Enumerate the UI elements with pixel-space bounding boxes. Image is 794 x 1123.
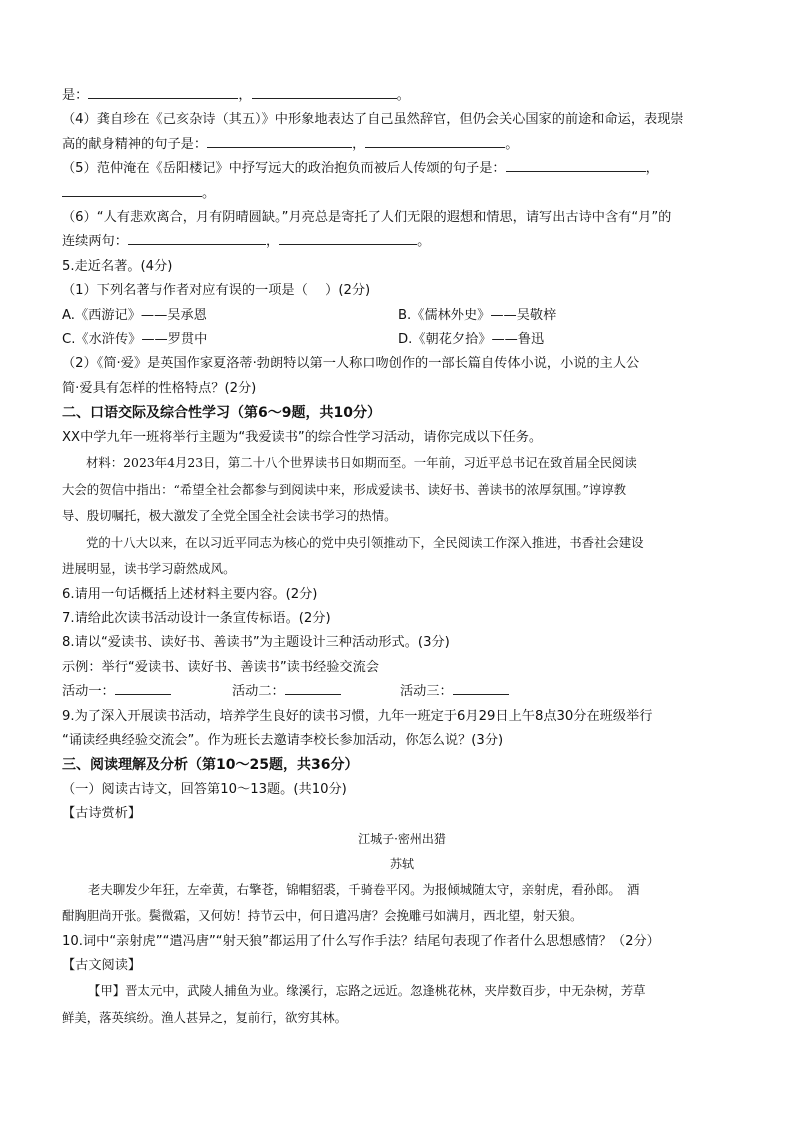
section-2-heading: 二、口语交际及综合性学习（第6～9题，共10分） — [62, 405, 381, 422]
material-line: 大会的贺信中指出：“希望全社会都参与到阅读中来，形成爱读书、读好书、善读书的浓厚氛围。”谆谆教 — [62, 481, 627, 497]
option-a[interactable]: A.《西游记》——吴承恩 — [62, 307, 207, 323]
classic-text-line: 鲜美，落英缤纷。渔人甚异之，复前行，欲穷其林。 — [62, 1009, 347, 1025]
answer-blank[interactable] — [506, 157, 646, 172]
activity-2: 活动二： — [232, 680, 341, 704]
question-9: 9.为了深入开展读书活动，培养学生良好的读书习惯，九年一班定于6月29日上午8点30分在班级举行 — [62, 708, 653, 724]
option-d[interactable]: D.《朝花夕拾》——鲁迅 — [398, 332, 545, 348]
answer-blank[interactable] — [285, 680, 341, 695]
question-8-example: 示例：举行“爱读书、读好书、善读书”读书经验交流会 — [62, 659, 379, 675]
question-6: 6.请用一句话概括上述材料主要内容。(2分) — [62, 586, 318, 602]
question-5: 5.走近名著。(4分) — [62, 258, 173, 274]
answer-blank[interactable] — [115, 680, 171, 695]
classic-tag: 【古文阅读】 — [62, 958, 142, 974]
answer-blank[interactable] — [453, 680, 509, 695]
answer-blank[interactable] — [88, 84, 238, 99]
question-5-2: （2）《简·爱》是英国作家夏洛蒂·勃朗特以第一人称口吻创作的一部长篇自传体小说，小说的主人公 — [62, 356, 640, 372]
question-4-5: （5）范仲淹在《岳阳楼记》中抒写远大的政治抱负而被后人传颂的句子是： ， — [62, 157, 742, 181]
answer-blank[interactable] — [252, 84, 397, 99]
material-line: 进展明显，读书学习蔚然成风。 — [62, 561, 236, 577]
answer-blank[interactable] — [207, 133, 352, 148]
options-row-ab — [62, 304, 742, 328]
section-3-part-1: （一）阅读古诗文，回答第10～13题。(共10分) — [62, 781, 347, 797]
option-b[interactable]: B.《儒林外史》——吴敬梓 — [398, 307, 557, 323]
poem-tag: 【古诗赏析】 — [62, 806, 142, 822]
option-c[interactable]: C.《水浒传》——罗贯中 — [62, 332, 208, 348]
poem-author: 苏轼 — [389, 856, 414, 871]
section-3-heading: 三、阅读理解及分析（第10～25题，共36分） — [62, 757, 359, 774]
question-4-4-cont: 高的献身精神的句子是： ， 。 — [62, 133, 742, 157]
poem-title: 江城子·密州出猎 — [358, 831, 446, 846]
answer-blank[interactable] — [128, 230, 266, 245]
poetry-answer-line-a: 是： ， 。 — [62, 84, 742, 108]
activity-3: 活动三： — [400, 680, 509, 704]
material-line: 导、殷切嘱托，极大激发了全党全国全社会读书学习的热情。 — [62, 508, 397, 524]
question-10: 10.词中“亲射虎”“遣冯唐”“射天狼”都运用了什么写作手法？结尾句表现了作者什么思想感情？（2分） — [62, 933, 660, 949]
activity-1: 活动一： — [62, 680, 171, 704]
options-row-cd — [62, 328, 742, 352]
question-4-6-cont: 连续两句： ， 。 — [62, 230, 742, 254]
classic-text-line: 【甲】晋太元中，武陵人捕鱼为业。缘溪行，忘路之远近。忽逢桃花林，夹岸数百步，中无杂树，芳草 — [88, 983, 646, 999]
answer-blank[interactable] — [279, 230, 417, 245]
section-2-intro: XX中学九年一班将举行主题为“我爱读书”的综合性学习活动，请你完成以下任务。 — [62, 429, 543, 445]
answer-blank[interactable] — [62, 182, 202, 197]
answer-blank[interactable] — [365, 133, 505, 148]
activity-row — [62, 680, 742, 704]
question-8: 8.请以“爱读书、读好书、善读书”为主题设计三种活动形式。(3分) — [62, 635, 450, 651]
question-4-6: （6）“人有悲欢离合，月有阴晴圆缺。”月亮总是寄托了人们无限的遐想和情思，请写出古诗中含有“月”的 — [62, 210, 672, 226]
question-9-cont: “诵读经典经验交流会”。作为班长去邀请李校长参加活动，你怎么说？(3分) — [62, 732, 504, 748]
exam-page — [62, 84, 742, 1031]
question-7: 7.请给此次读书活动设计一条宣传标语。(2分) — [62, 610, 331, 626]
material-line: 党的十八大以来，在以习近平同志为核心的党中央引领推动下，全民阅读工作深入推进，书香社会建设 — [86, 534, 644, 550]
question-5-1: （1）下列名著与作者对应有误的一项是（ ）(2分) — [62, 283, 371, 299]
material-line: 材料：2023年4月23日，第二十八个世界读书日如期而至。一年前，习近平总书记在致首届全民阅读 — [86, 455, 637, 471]
poem-line: 老夫聊发少年狂，左牵黄，右擎苍，锦帽貂裘，千骑卷平冈。为报倾城随太守，亲射虎，看孙郎。 酒 — [88, 881, 640, 897]
question-4-5-cont: 。 — [62, 182, 742, 206]
poem-line: 酣胸胆尚开张。鬓微霜，又何妨！持节云中，何日遣冯唐？会挽雕弓如满月，西北望，射天狼。 — [62, 908, 583, 924]
question-5-2-cont: 简·爱具有怎样的性格特点？(2分) — [62, 380, 257, 396]
question-4-4: （4）龚自珍在《己亥杂诗（其五）》中形象地表达了自己虽然辞官，但仍会关心国家的前途和命运，表现崇 — [62, 112, 684, 128]
